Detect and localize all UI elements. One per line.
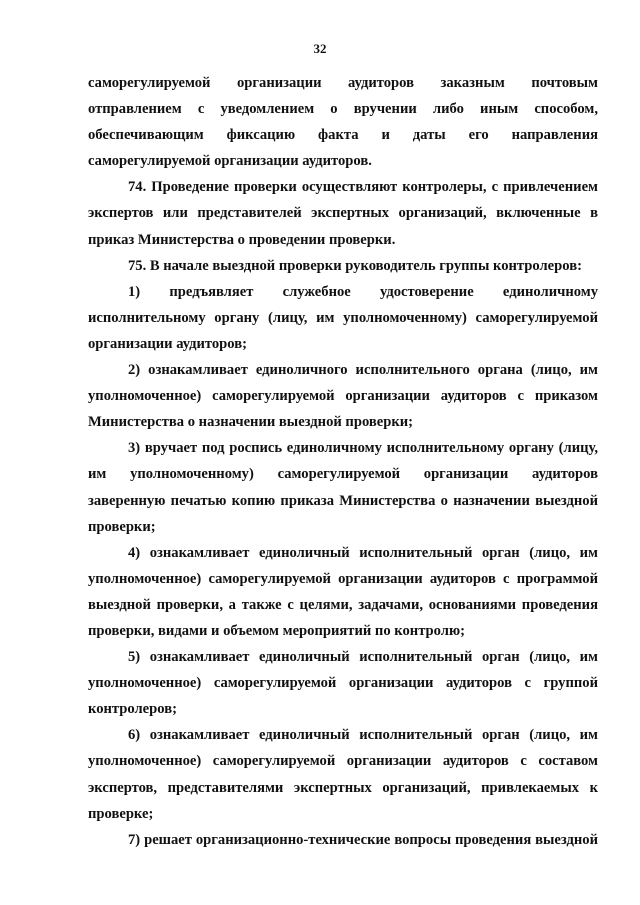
- list-item-2: 2) ознакамливает единоличного исполнительного органа (лицо, им уполномоченное) саморегулируемой организации аудиторов с приказом Министерства о назначении выездной проверки;: [88, 362, 598, 431]
- list-item-7: 7) решает организационно-технические вопросы проведения выездной: [128, 831, 598, 848]
- list-item-1: 1) предъявляет служебное удостоверение единоличному исполнительному органу (лицу, им уполномоченному) саморегулируемой организации аудиторов;: [88, 283, 598, 352]
- paragraph-continuation: саморегулируемой организации аудиторов заказным почтовым отправлением с уведомлением о вручении либо иным способом, обеспечивающим фиксацию факта и даты его направления саморегулируемой организации аудиторов.: [88, 75, 598, 170]
- list-item-5: 5) ознакамливает единоличный исполнительный орган (лицо, им уполномоченное) саморегулируемой организации аудиторов с группой контролеров;: [88, 649, 598, 718]
- list-item-3: 3) вручает под роспись единоличному исполнительному органу (лицу, им уполномоченному) саморегулируемой организации аудиторов заверенную печатью копию приказа Министерства о назначении выездной проверки;: [88, 440, 598, 535]
- list-item-4: 4) ознакамливает единоличный исполнительный орган (лицо, им уполномоченное) саморегулируемой организации аудиторов с программой выездной проверки, а также с целями, задачами, основаниями проведения проверки, видами и объемом мероприятий по контролю;: [88, 544, 598, 639]
- paragraph-75: 75. В начале выездной проверки руководитель группы контролеров:: [128, 257, 582, 274]
- document-body: [88, 70, 598, 853]
- paragraph-74: 74. Проведение проверки осуществляют контролеры, с привлечением экспертов или представителей экспертных организаций, включенные в приказ Министерства о проведении проверки.: [88, 179, 598, 248]
- list-item-6: 6) ознакамливает единоличный исполнительный орган (лицо, им уполномоченное) саморегулируемой организации аудиторов с составом экспертов, представителями экспертных организаций, привлекаемых к проверке;: [88, 727, 598, 822]
- page-number: 32: [313, 41, 327, 56]
